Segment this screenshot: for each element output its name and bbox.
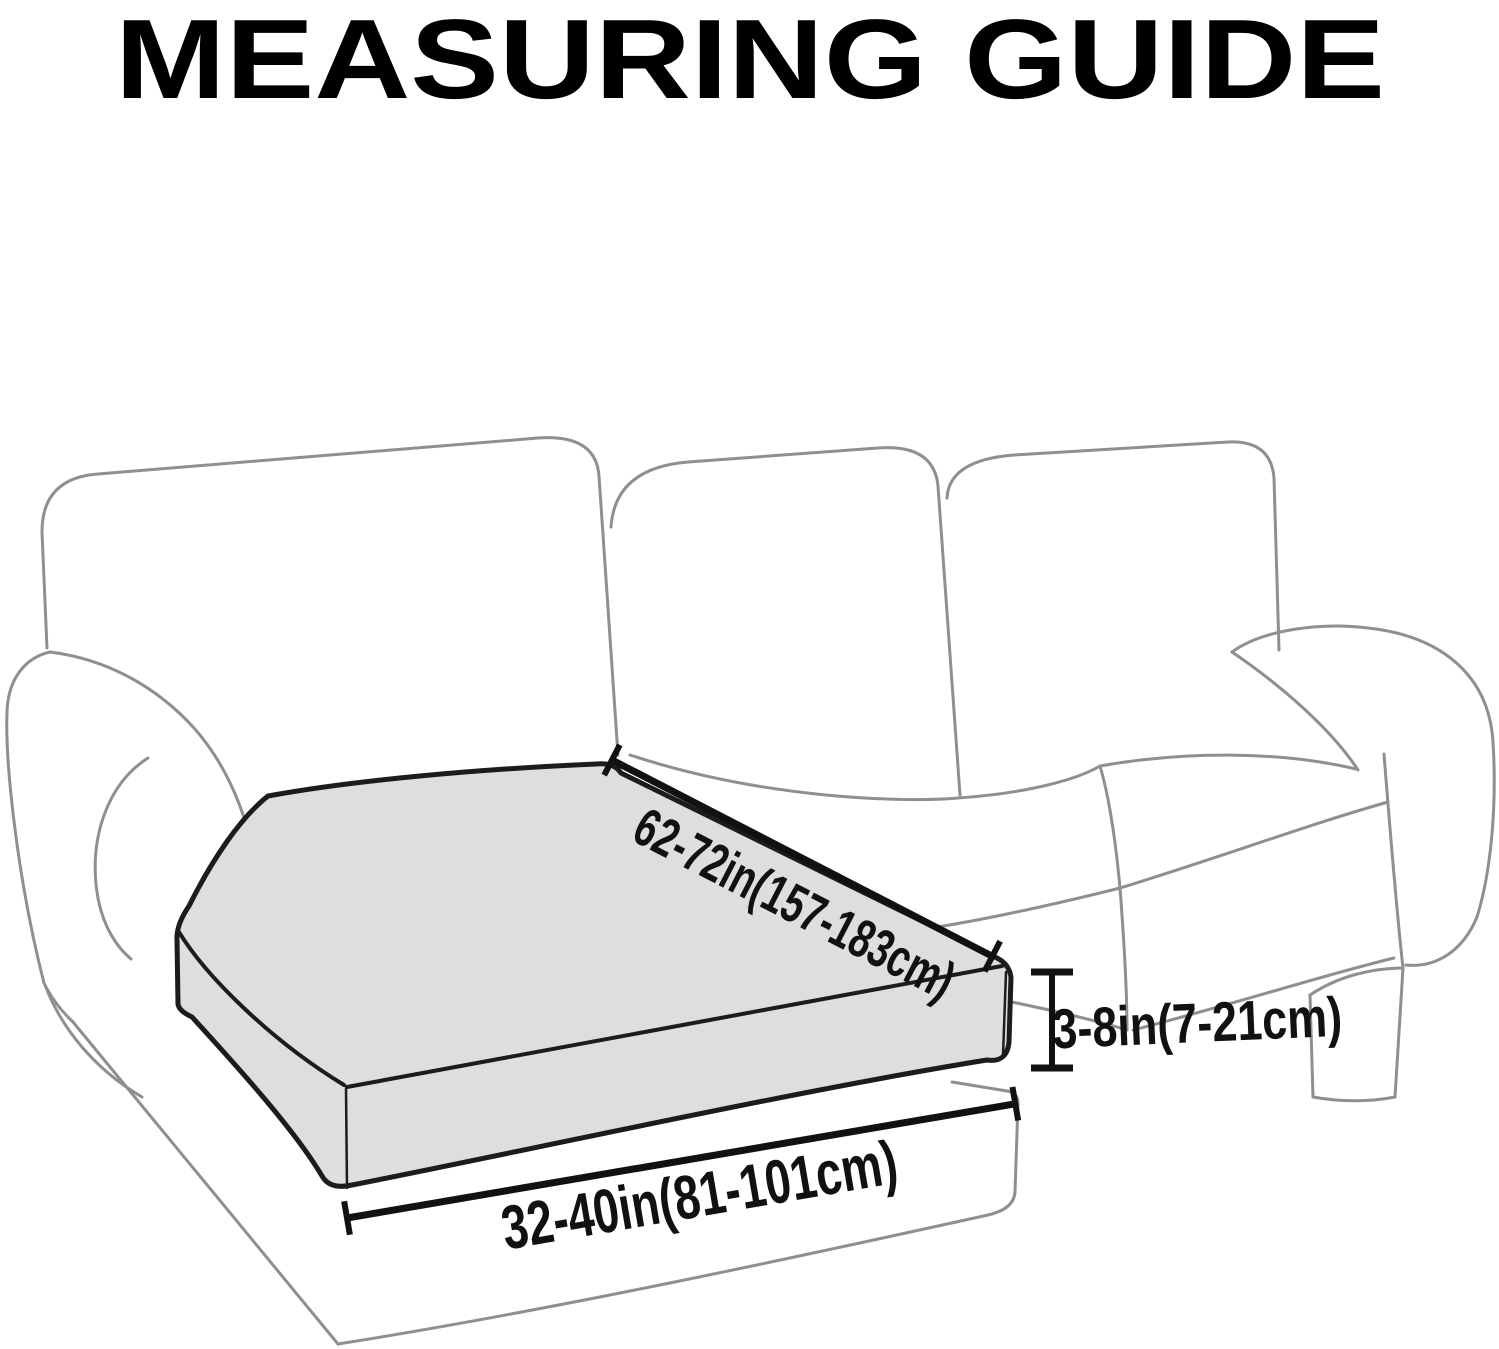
left-arm-front-panel <box>45 985 142 1097</box>
width-tick-end <box>1012 1087 1018 1121</box>
length-label: 62-72in(157-183cm) <box>624 796 1095 1079</box>
height-label: 3-8in(7-21cm) <box>1050 981 1415 1061</box>
dimension-height <box>1031 972 1415 1068</box>
seat-right-back-edge <box>1100 755 1356 769</box>
back-cushion-right <box>947 442 1279 650</box>
right-arm-front-inner-edge <box>1384 754 1403 968</box>
seat-middle-front-edge <box>925 888 1120 929</box>
back-cushion-middle <box>611 448 960 795</box>
right-arm-roll-outer <box>1232 626 1494 965</box>
seat-right-front-edge <box>1120 802 1388 888</box>
left-arm-outer-edge <box>7 652 73 1022</box>
right-arm-panel-bottom <box>1313 1097 1395 1101</box>
left-arm-roll-endcap <box>95 758 148 959</box>
back-cushions <box>42 438 1279 795</box>
right-arm-inner-top <box>1232 652 1358 770</box>
chaise-front-corner-edge <box>346 1088 347 1188</box>
width-label: 32-40in(81-101cm) <box>496 1104 1039 1264</box>
back-cushion-left <box>42 438 618 755</box>
page-title: MEASURING GUIDE <box>115 0 1385 122</box>
seat-middle-back-edge <box>630 755 1100 800</box>
seat-seam-top <box>1100 766 1120 888</box>
width-tick-start <box>344 1201 350 1235</box>
right-arm-panel-right-edge <box>1395 968 1403 1097</box>
